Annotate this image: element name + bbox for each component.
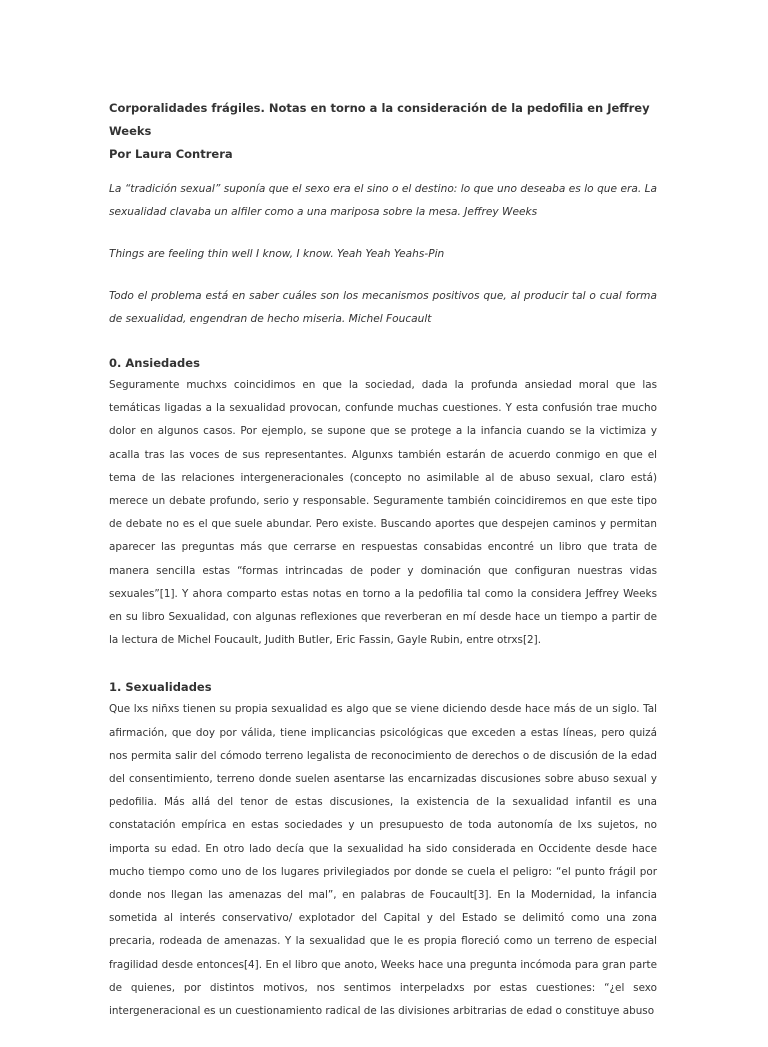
section-body-ansiedades: Seguramente muchxs coincidimos en que la sociedad, dada la profunda ansiedad moral que las temáticas ligadas a la sexualidad provocan, confunde muchas cuestiones. Y esta confusión trae mucho dolor en algunos casos. Por ejemplo, se supone que se protege a la infancia cuando se la victimiza y acalla tras las voces de sus representantes. Algunxs también estarán de acuerdo conmigo en que el tema de las relaciones intergeneracionales (concepto no asimilable al de abuso sexual, claro está) merece un debate profundo, serio y responsable. Seguramente también coincidiremos en que este tipo de debate no es el que suele abundar. Pero existe. Buscando aportes que despejen caminos y permitan aparecer las preguntas más que cerrarse en respuestas consabidas encontré un libro que trata de manera sencilla estas “formas intrincadas de poder y dominación que configuran nuestras vidas sexuales”[1]. Y ahora comparto estas notas en torno a la pedofilia tal como la considera Jeffrey Weeks en su libro Sexualidad, con algunas reflexiones que reverberan en mí desde hace un tiempo a partir de la lectura de Michel Foucault, Judith Butler, Eric Fassin, Gayle Rubin, entre otrxs[2]. bbox=[109, 379, 657, 647]
section-heading-sexualidades: 1. Sexualidades bbox=[109, 680, 212, 695]
document-author: Por Laura Contrera bbox=[109, 147, 233, 161]
epigraph-weeks: La “tradición sexual” suponía que el sexo era el sino o el destino: lo que uno deseaba es lo que era. La sexualidad clavaba un alfiler como a una mariposa sobre la mesa. Jeffrey Weeks bbox=[109, 183, 657, 218]
section-body-sexualidades: Que lxs niñxs tienen su propia sexualidad es algo que se viene diciendo desde hace más de un siglo. Tal afirmación, que doy por válida, tiene implicancias psicológicas que exceden a estas líneas, pero quizá nos permita salir del cómodo terreno legalista de reconocimiento de derechos o de discusión de la edad del consentimiento, terreno donde suelen asentarse las encarnizadas discusiones sobre abuso sexual y pedofilia. Más allá del tenor de estas discusiones, la existencia de la sexualidad infantil es una constatación empírica en estas sociedades y un presupuesto de toda autonomía de lxs sujetos, no importa su edad. En otro lado decía que la sexualidad ha sido considerada en Occidente desde hace mucho tiempo como uno de los lugares privilegiados por donde se cuela el peligro: “el punto frágil por donde nos llegan las amenazas del mal”, en palabras de Foucault[3]. En la Modernidad, la infancia sometida al interés conservativo/ explotador del Capital y del Estado se delimitó como una zona precaria, rodeada de amenazas. Y la sexualidad que le es propia floreció como un terreno de especial fragilidad desde entonces[4]. En el libro que anoto, Weeks hace una pregunta incómoda para gran parte de quienes, por distintos motivos, nos sentimos interpeladxs por estas cuestiones: “¿el sexo intergeneracional es un cuestionamiento radical de las divisiones arbitrarias de edad o constituye abuso bbox=[109, 703, 657, 1018]
document-page bbox=[109, 97, 657, 1047]
document-title: Corporalidades frágiles. Notas en torno a la consideración de la pedofilia en Jeffrey Weeks bbox=[109, 101, 650, 138]
epigraph-yeah-yeah-yeahs: Things are feeling thin well I know, I know. Yeah Yeah Yeahs-Pin bbox=[109, 248, 445, 260]
epigraph-foucault: Todo el problema está en saber cuáles son los mecanismos positivos que, al producir tal o cual forma de sexualidad, engendran de hecho miseria. Michel Foucault bbox=[109, 290, 657, 325]
section-heading-ansiedades: 0. Ansiedades bbox=[109, 356, 200, 370]
